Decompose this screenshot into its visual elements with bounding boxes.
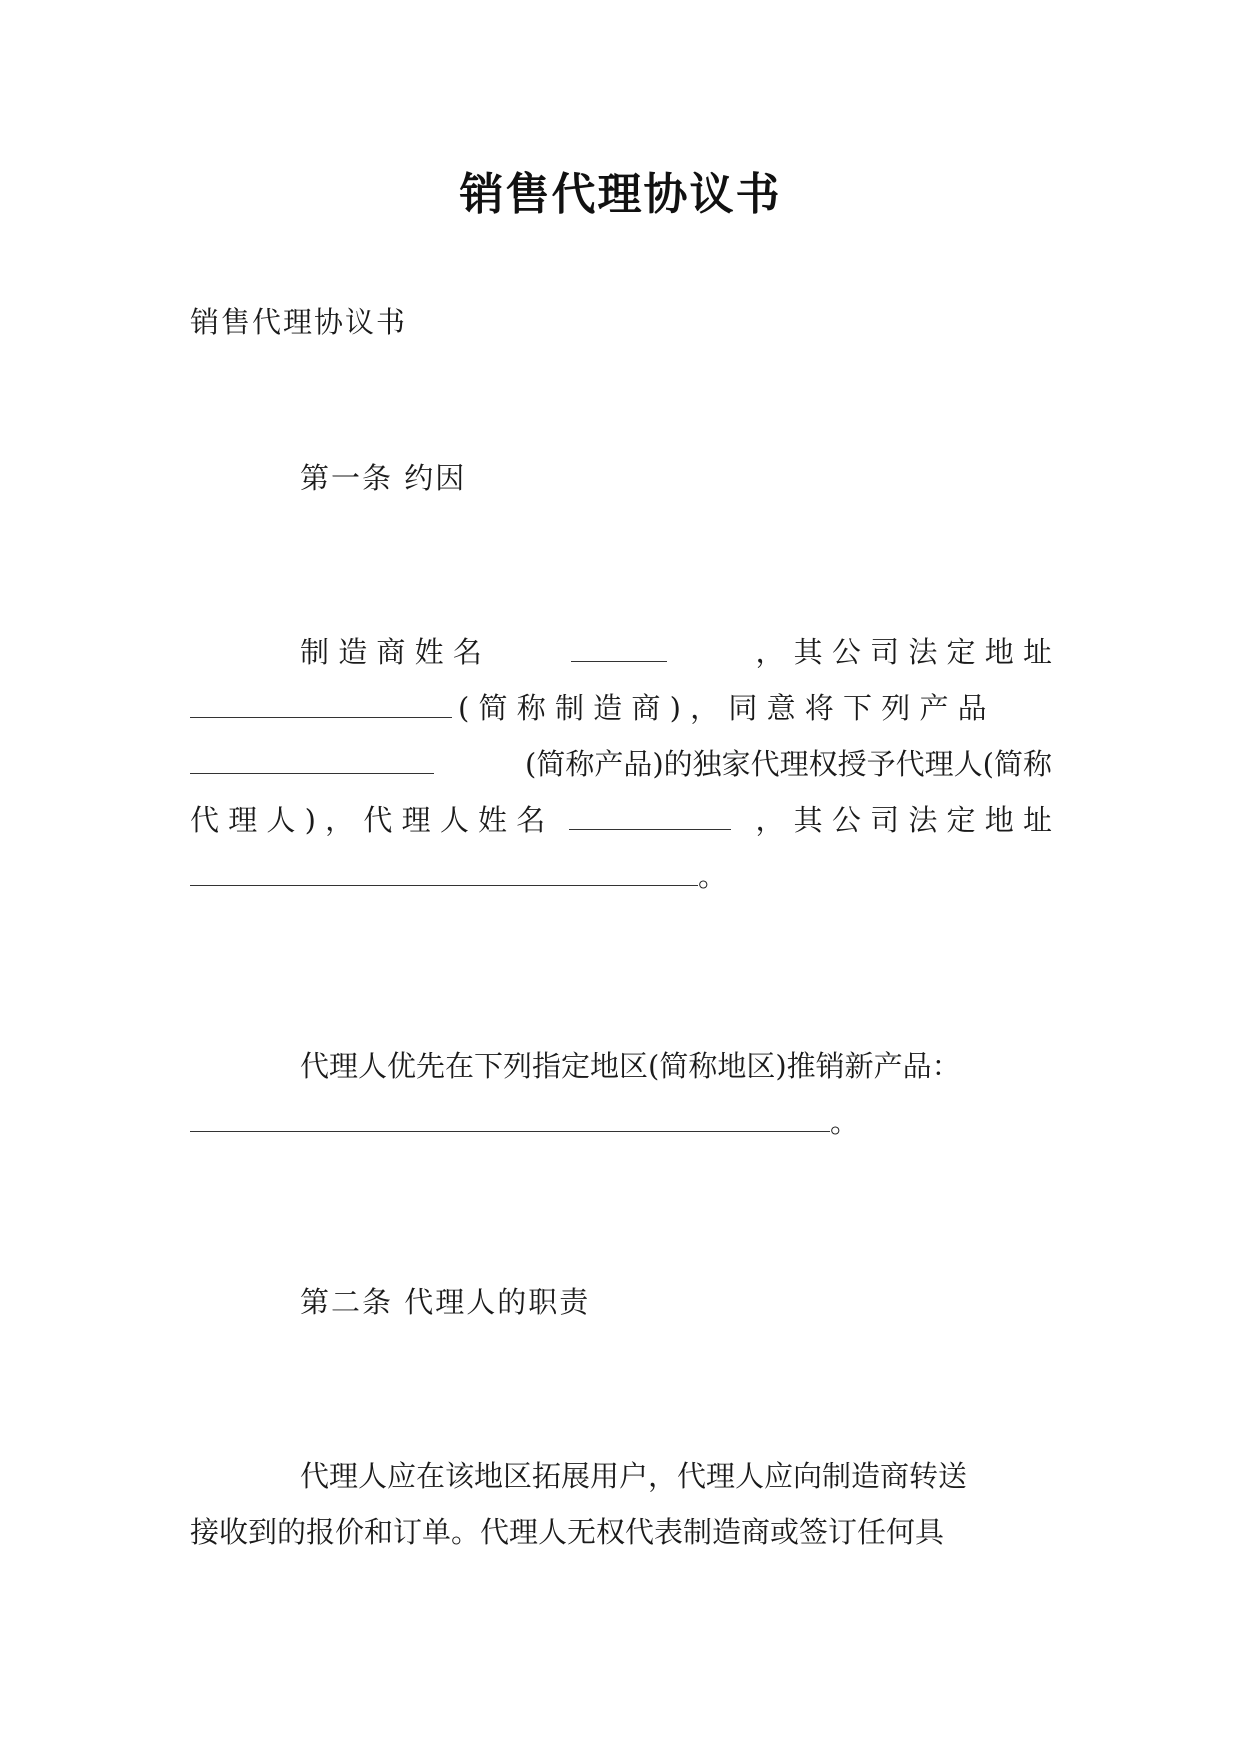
p1-line-2: [190, 688, 1052, 728]
p3-line-2-text: 接收到的报价和订单。代理人无权代表制造商或签订任何具: [190, 1515, 945, 1549]
p1-line-1-text-b: ， 其 公 司 法 定 地 址: [755, 635, 1052, 669]
blank-agent-name: [569, 805, 731, 830]
blank-product: [190, 749, 434, 774]
p1-line-5-end: 。: [698, 859, 728, 893]
p1-line-5: [190, 856, 1052, 896]
p2-line-2: [190, 1102, 1052, 1142]
p3-line-1-text: 代理人应在该地区拓展用户，代理人应向制造商转送: [300, 1459, 968, 1493]
blank-territory: [190, 1107, 830, 1132]
p3-line-1: [300, 1456, 1052, 1496]
p1-line-3: [190, 744, 1052, 784]
p1-line-4: [190, 800, 1052, 840]
p2-line-1: [300, 1046, 1052, 1086]
document-title: 销售代理协议书: [459, 169, 782, 220]
p1-line-3-text: (简称产品)的独家代理权授予代理人(简称: [525, 747, 1052, 781]
p1-line-2-text: ( 简 称 制 造 商 ) ， 同 意 将 下 列 产 品: [458, 691, 987, 725]
article-2-heading: 第二条 代理人的职责: [300, 1285, 591, 1319]
p1-line-4-text-b: ， 其 公 司 法 定 地 址: [755, 803, 1052, 837]
p2-line-2-end: 。: [830, 1105, 860, 1139]
document-subtitle: 销售代理协议书: [190, 305, 408, 339]
blank-manufacturer-address: [190, 693, 452, 718]
p2-line-1-text: 代理人优先在下列指定地区(简称地区)推销新产品：: [300, 1049, 961, 1083]
blank-manufacturer-name: [571, 637, 667, 662]
blank-agent-address: [190, 861, 698, 886]
p1-line-1-text-a: 制 造 商 姓 名: [300, 635, 482, 669]
p1-line-1: [300, 632, 1052, 672]
article-1-heading: 第一条 约因: [300, 461, 467, 495]
p1-line-4-text-a: 代 理 人 ) ， 代 理 人 姓 名: [190, 803, 546, 837]
p3-line-2: [190, 1512, 1052, 1552]
